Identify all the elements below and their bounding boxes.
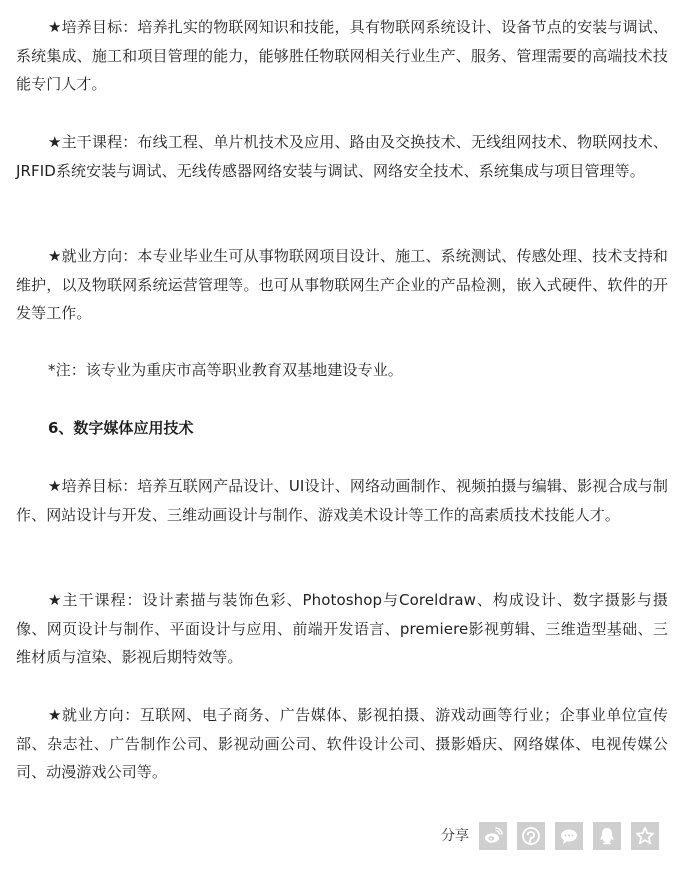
paragraph-career-media: ★就业方向：互联网、电子商务、广告媒体、影视拍摄、游戏动画等行业；企事业单位宣传部、杂志社、广告制作公司、影视动画公司、软件设计公司、摄影婚庆、网络媒体、电视传媒公司、动漫游戏公司等。 xyxy=(16,706,668,782)
share-bar xyxy=(441,822,659,850)
paragraph-main-courses-media: ★主干课程：设计素描与装饰色彩、Photoshop与Coreldraw、构成设计、数字摄影与摄像、网页设计与制作、平面设计与应用、前端开发语言、premiere影视剪辑、三维造型基础、三维材质与渲染、影视后期特效等。 xyxy=(16,591,668,667)
pinterest-icon xyxy=(521,826,541,846)
share-wechat-button[interactable] xyxy=(555,822,583,850)
wechat-icon xyxy=(559,826,579,846)
paragraph-training-goal-iot: ★培养目标：培养扎实的物联网知识和技能，具有物联网系统设计、设备节点的安装与调试、系统集成、施工和项目管理的能力，能够胜任物联网相关行业生产、服务、管理需要的高端技术技能专门人才。 xyxy=(16,18,668,94)
share-pinterest-button[interactable] xyxy=(517,822,545,850)
section-heading-digital-media: 6、数字媒体应用技术 xyxy=(48,419,194,437)
paragraph-career-iot: ★就业方向：本专业毕业生可从事物联网项目设计、施工、系统测试、传感处理、技术支持和维护，以及物联网系统运营管理等。也可从事物联网生产企业的产品检测，嵌入式硬件、软件的开发等工作。 xyxy=(16,247,668,323)
star-favorite-icon xyxy=(635,826,655,846)
share-weibo-button[interactable] xyxy=(479,822,507,850)
paragraph-training-goal-media: ★培养目标：培养互联网产品设计、UI设计、网络动画制作、视频拍摄与编辑、影视合成与制作、网站设计与开发、三维动画设计与制作、游戏美术设计等工作的高素质技术技能人才。 xyxy=(16,477,668,524)
paragraph-note: *注：该专业为重庆市高等职业教育双基地建设专业。 xyxy=(48,361,403,379)
share-qq-button[interactable] xyxy=(593,822,621,850)
share-favorite-button[interactable] xyxy=(631,822,659,850)
paragraph-main-courses-iot: ★主干课程：布线工程、单片机技术及应用、路由及交换技术、无线组网技术、物联网技术、JRFID系统安装与调试、无线传感器网络安装与调试、网络安全技术、系统集成与项目管理等。 xyxy=(16,133,668,180)
qq-icon xyxy=(597,826,617,846)
share-label: 分享 xyxy=(441,828,469,844)
weibo-icon xyxy=(483,826,503,846)
